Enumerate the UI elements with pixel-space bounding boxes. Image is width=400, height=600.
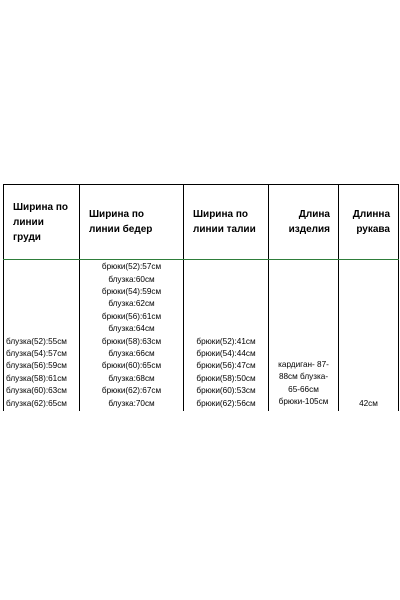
chest-width-value: блузка(52):55см bbox=[6, 336, 67, 346]
header-garment-length: Длина изделия bbox=[269, 185, 339, 260]
header-sleeve-length: Длинна рукава bbox=[339, 185, 399, 260]
hip-width-value: блузка:64см bbox=[108, 324, 155, 334]
hip-width-value: блузка:66см bbox=[108, 348, 155, 358]
sleeve-length-value: 42см bbox=[359, 398, 378, 408]
garment-length-cell bbox=[269, 260, 339, 412]
chest-width-value: блузка(58):61см bbox=[6, 373, 67, 383]
hip-width-value: брюки(58):63см bbox=[101, 336, 162, 346]
waist-width-value: брюки(58):50см bbox=[196, 373, 256, 383]
hip-width-cell bbox=[80, 260, 184, 412]
waist-width-value: брюки(60):53см bbox=[196, 386, 256, 396]
waist-width-value: брюки(52):41см bbox=[196, 336, 256, 346]
garment-length-value: кардиган- 87-88см блузка- 65-66см брюки-105см bbox=[278, 360, 329, 406]
sleeve-length-cell bbox=[339, 260, 399, 412]
chest-width-value: блузка(60):63см bbox=[6, 386, 67, 396]
hip-width-value: брюки(54):59см bbox=[101, 286, 162, 296]
hip-width-value: брюки(60):65см bbox=[101, 361, 162, 371]
chest-width-cell bbox=[4, 260, 80, 412]
header-hip-width: Ширина по линии бедер bbox=[80, 185, 184, 260]
chest-width-value: блузка(54):57см bbox=[6, 348, 67, 358]
hip-width-value: брюки(62):67см bbox=[101, 386, 162, 396]
header-waist-width: Ширина по линии талии bbox=[184, 185, 269, 260]
hip-width-value: блузка:70см bbox=[108, 398, 155, 408]
chest-width-value: блузка(62):65см bbox=[6, 398, 67, 408]
hip-width-value: брюки(56):61см bbox=[101, 311, 162, 321]
hip-width-value: брюки(52):57см bbox=[101, 262, 162, 272]
waist-width-value: брюки(62):56см bbox=[196, 398, 256, 408]
size-chart-table bbox=[3, 184, 399, 411]
chest-width-value: блузка(56):59см bbox=[6, 361, 67, 371]
values-row bbox=[4, 260, 399, 412]
header-row bbox=[4, 185, 399, 260]
header-chest-width: Ширина по линии груди bbox=[4, 185, 80, 260]
hip-width-value: блузка:68см bbox=[108, 373, 155, 383]
waist-width-value: брюки(54):44см bbox=[196, 348, 256, 358]
hip-width-value: блузка:62см bbox=[108, 299, 155, 309]
waist-width-value: брюки(56):47см bbox=[196, 361, 256, 371]
hip-width-value: блузка:60см bbox=[108, 274, 155, 284]
waist-width-cell bbox=[184, 260, 269, 412]
